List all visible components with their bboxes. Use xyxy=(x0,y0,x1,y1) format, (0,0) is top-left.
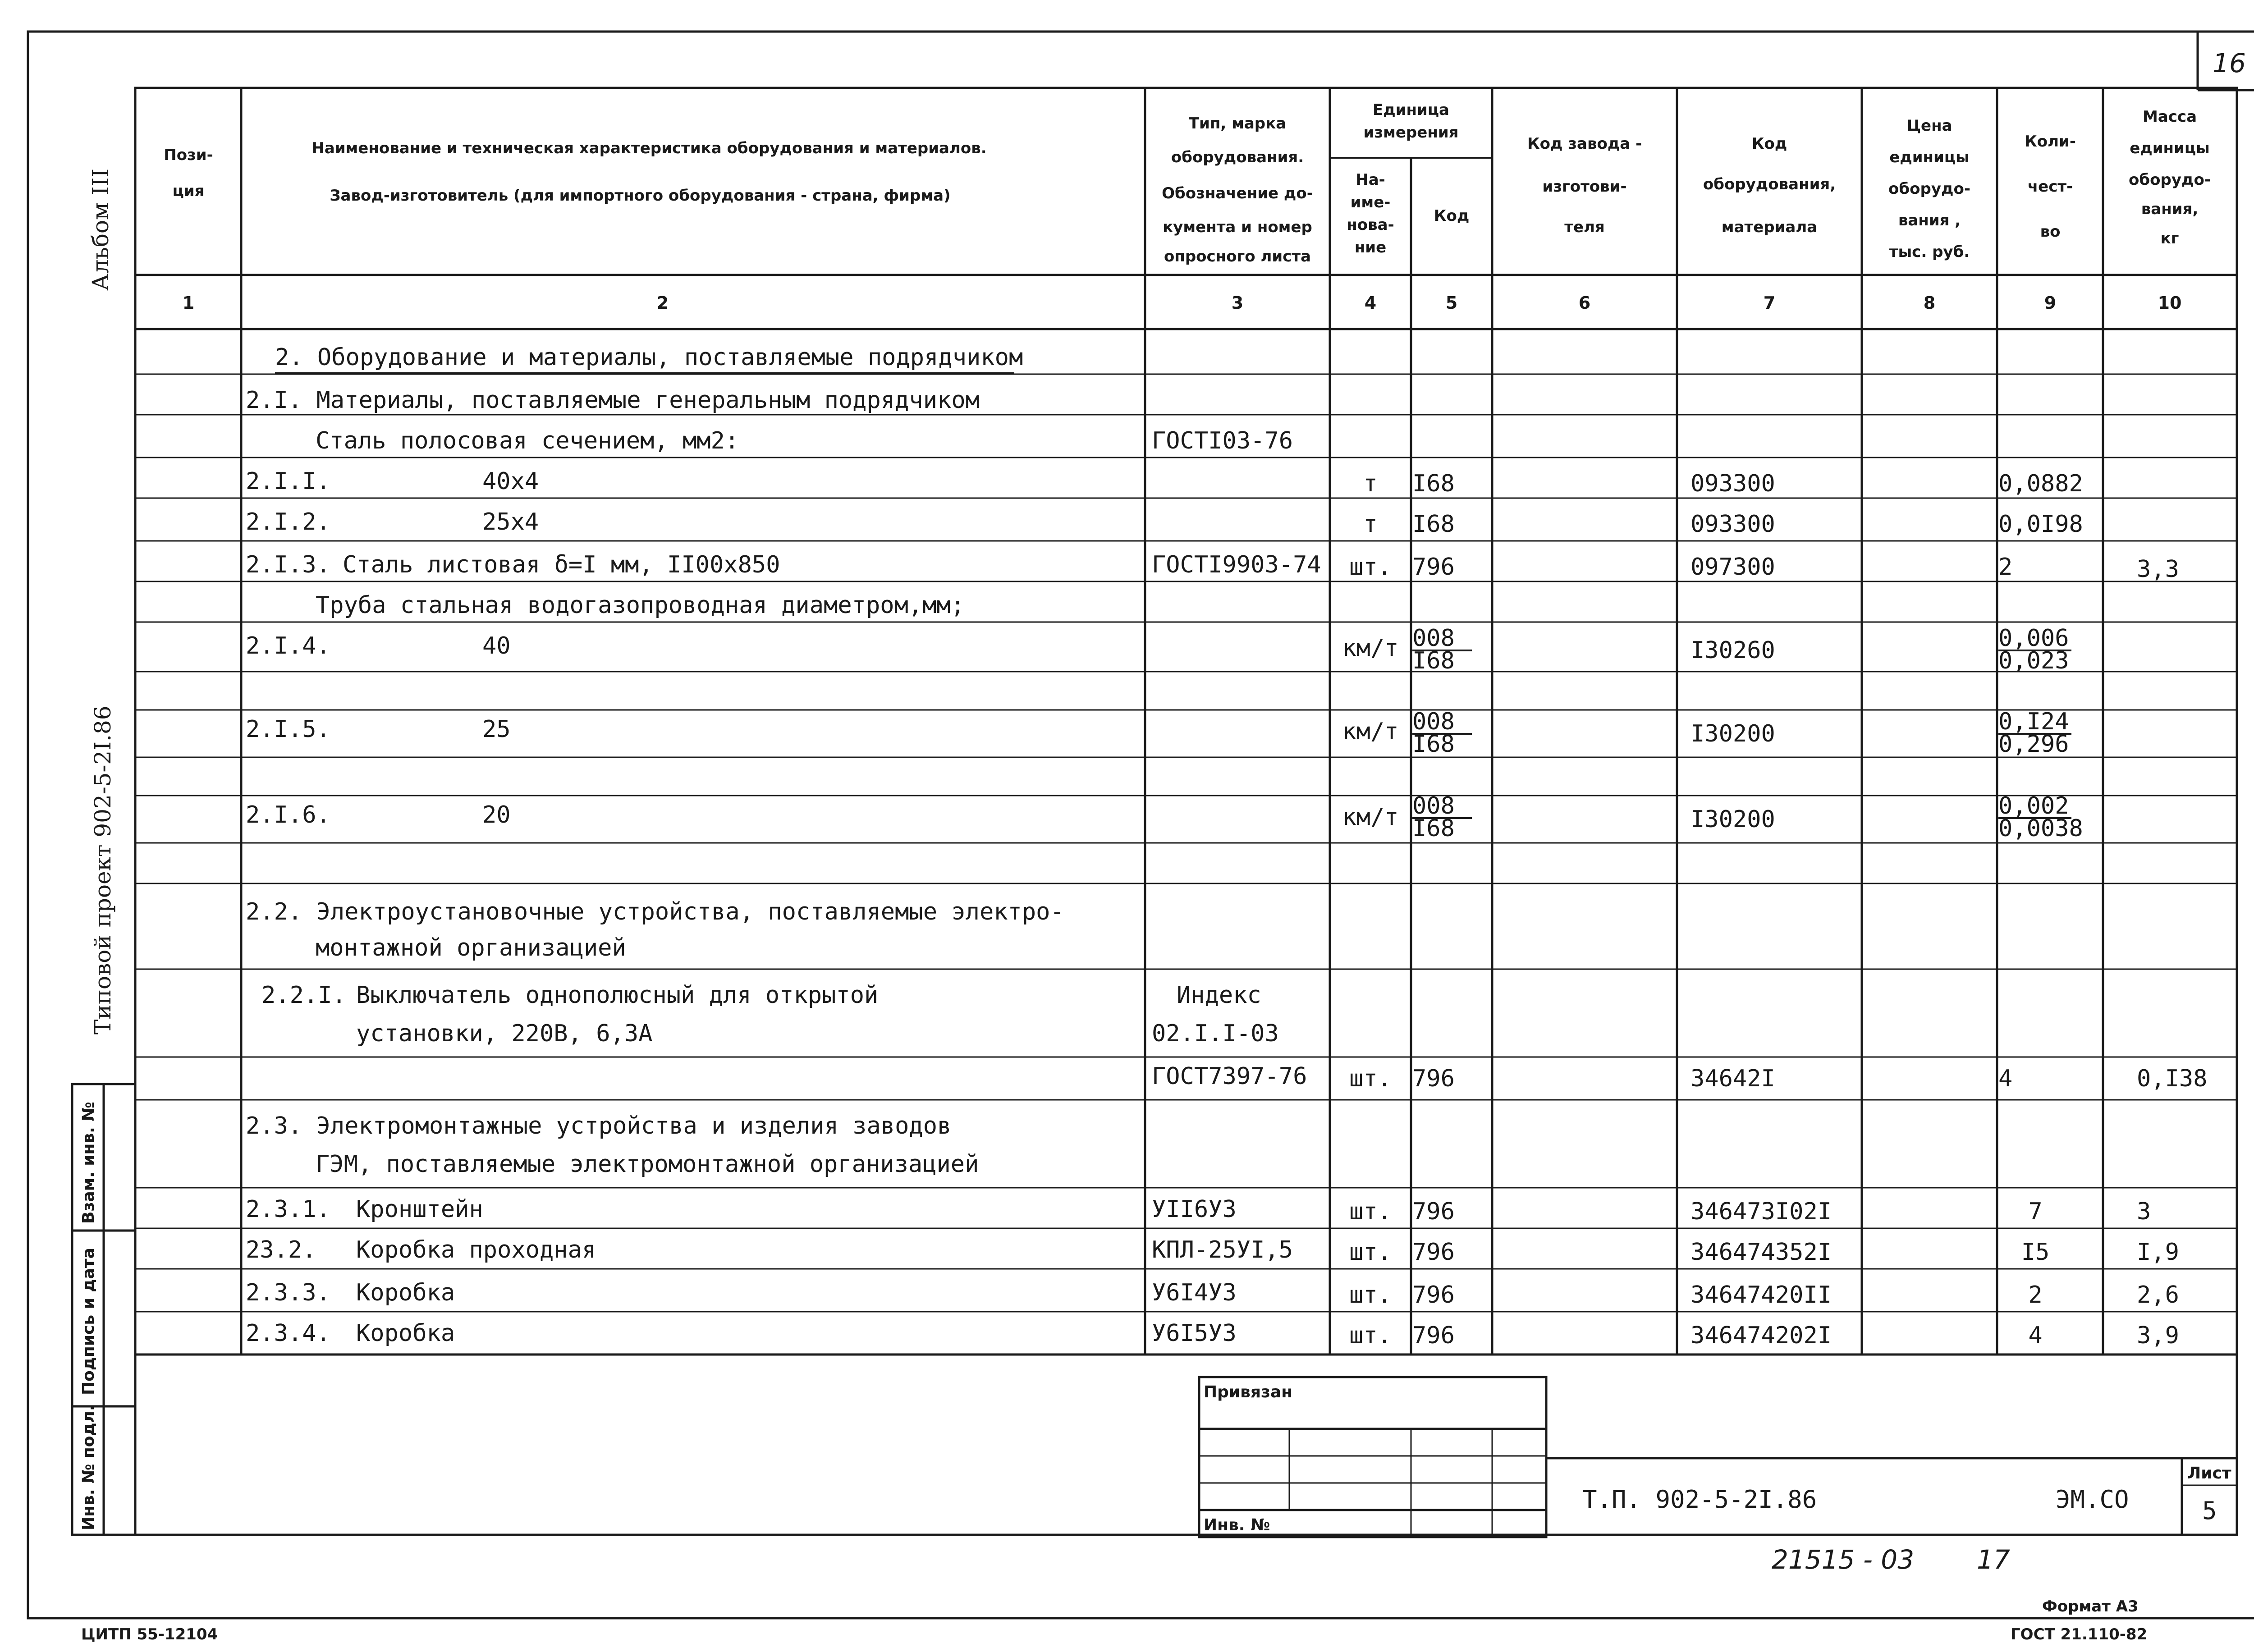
col-number: 9 xyxy=(2044,293,2057,313)
item-name: Коробка xyxy=(356,1279,455,1306)
hdr-qty-1: Коли- xyxy=(2025,133,2076,151)
col-number: 6 xyxy=(1578,293,1591,313)
item-position: 2.I.5. xyxy=(246,716,330,743)
designation: Т.П. 902-5-2I.86 xyxy=(1582,1485,1817,1514)
hdr-qty-3: во xyxy=(2040,223,2061,241)
item-qty: 4 xyxy=(1998,1065,2013,1092)
item-mass: 3 xyxy=(2137,1198,2151,1225)
item-unit-code-top: 008 xyxy=(1412,625,1455,652)
item-unit: т xyxy=(1363,470,1378,497)
item-qty: 2 xyxy=(2028,1281,2043,1309)
hdr-type-2: оборудования. xyxy=(1171,148,1304,166)
item-unit-code-bottom: I68 xyxy=(1412,815,1455,842)
item-equip-code: 34642I xyxy=(1690,1065,1775,1092)
item-name: Кронштейн xyxy=(356,1196,483,1223)
item-type-cont: 02.I.I-03 xyxy=(1152,1020,1279,1047)
item-position: 2.I.4. xyxy=(246,632,330,659)
hdr-price-5: тыс. руб. xyxy=(1889,243,1970,261)
item-equip-code: 093300 xyxy=(1690,470,1775,497)
stamp-signature-date: Подпись и дата xyxy=(79,1248,98,1395)
hdr-name-2: Завод-изготовитель (для импортного оборудования - страна, фирма) xyxy=(330,187,951,205)
item-equip-code: 346474202I xyxy=(1690,1322,1832,1349)
hdr-mass-3: оборудо- xyxy=(2129,171,2211,189)
handwritten-number: 21515 - 03 xyxy=(1772,1544,1915,1575)
inner-frame xyxy=(135,88,2237,1535)
bound-label: Привязан xyxy=(1204,1383,1293,1401)
item-qty-top: 0,006 xyxy=(1998,625,2069,652)
hdr-unit-name-2: име- xyxy=(1350,193,1391,211)
sheet-corner-number: 16 xyxy=(2213,48,2246,78)
item-equip-code: I30260 xyxy=(1690,637,1775,664)
item-mass: I,9 xyxy=(2137,1239,2179,1266)
item-equip-code: 097300 xyxy=(1690,554,1775,581)
col-number: 7 xyxy=(1763,293,1776,313)
hdr-mass-5: кг xyxy=(2160,229,2179,247)
item-unit-code-bottom: I68 xyxy=(1412,731,1455,758)
item-type: Индекс xyxy=(1177,982,1261,1009)
item-name: 40x4 xyxy=(482,468,539,495)
item-name: Коробка xyxy=(356,1320,455,1347)
col-number: 4 xyxy=(1364,293,1377,313)
item-position: 2.I.I. xyxy=(246,468,330,495)
subsection-title-cont: ГЭМ, поставляемые электромонтажной организацией xyxy=(316,1151,979,1178)
item-name: 25 xyxy=(482,716,511,743)
item-unit: шт. xyxy=(1349,1065,1392,1092)
item-name-cont: установки, 220В, 6,3А xyxy=(356,1020,653,1047)
item-equip-code: I30200 xyxy=(1690,720,1775,747)
item-qty-top: 0,I24 xyxy=(1998,708,2069,735)
item-name: 25x4 xyxy=(482,508,539,535)
subsection-title-cont: монтажной организацией xyxy=(316,934,626,961)
item-mass: 2,6 xyxy=(2137,1281,2179,1309)
item-position: 2.3.3. xyxy=(246,1279,330,1306)
item-unit-code: 796 xyxy=(1412,1065,1455,1092)
item-unit: км/т xyxy=(1342,804,1399,831)
item-unit-code-bottom: I68 xyxy=(1412,647,1455,674)
item-type: ГОСТ7397-76 xyxy=(1152,1063,1307,1090)
item-unit: шт. xyxy=(1349,554,1392,581)
item-equip-code: 346473I02I xyxy=(1690,1198,1832,1225)
hdr-price-4: вания , xyxy=(1898,211,1961,229)
item-name: Выключатель однополюсный для открытой xyxy=(356,982,879,1009)
stamp-replacement-inv: Взам. инв. № xyxy=(79,1102,98,1224)
item-type: У6I5У3 xyxy=(1152,1320,1237,1347)
item-unit-code: 796 xyxy=(1412,1198,1455,1225)
item-type: КПЛ-25УI,5 xyxy=(1152,1236,1293,1263)
hdr-unit-2: измерения xyxy=(1363,124,1459,142)
item-position: 2.2.I. xyxy=(261,982,346,1009)
item-name: Коробка проходная xyxy=(356,1236,596,1263)
item-mass: 0,I38 xyxy=(2137,1065,2208,1092)
item-position: 2.3.1. xyxy=(246,1196,330,1223)
format-label: Формат А3 xyxy=(2042,1597,2139,1615)
hdr-unit-name-4: ние xyxy=(1354,238,1387,256)
item-type: УII6У3 xyxy=(1152,1196,1237,1223)
item-equip-code: 34647420II xyxy=(1690,1281,1832,1309)
col-number: 2 xyxy=(656,293,669,313)
col-number: 3 xyxy=(1231,293,1244,313)
item-position: 2.I.3. xyxy=(246,551,330,578)
handwritten-page: 17 xyxy=(1977,1544,2010,1575)
hdr-mass-4: вания, xyxy=(2141,200,2199,218)
item-unit-code: 796 xyxy=(1412,1322,1455,1349)
item-unit-code: 796 xyxy=(1412,1281,1455,1309)
subsection-title: 2.I. Материалы, поставляемые генеральным подрядчиком xyxy=(246,387,980,414)
hdr-price-1: Цена xyxy=(1906,117,1952,135)
hdr-type-5: опросного листа xyxy=(1164,247,1311,265)
item-type: ГОСТI03-76 xyxy=(1152,427,1293,454)
item-unit: км/т xyxy=(1342,635,1399,662)
item-position: 2.I.2. xyxy=(246,508,330,535)
subsection-title: 2.2. Электроустановочные устройства, поставляемые электро- xyxy=(246,898,1064,925)
item-unit: км/т xyxy=(1342,718,1399,745)
hdr-qty-2: чест- xyxy=(2027,178,2073,196)
col-number: 10 xyxy=(2158,293,2182,313)
hdr-type-4: кумента и номер xyxy=(1163,218,1312,236)
hdr-price-2: единицы xyxy=(1889,148,1970,166)
item-qty: 7 xyxy=(2028,1198,2043,1225)
col-number: 5 xyxy=(1445,293,1458,313)
hdr-plant-code-3: теля xyxy=(1564,218,1605,236)
item-equip-code: 093300 xyxy=(1690,511,1775,538)
item-name: 20 xyxy=(482,801,511,828)
doc-code: ЭМ.СО xyxy=(2056,1485,2129,1514)
item-type: У6I4У3 xyxy=(1152,1279,1237,1306)
project-label: Типовой проект 902-5-2I.86 xyxy=(90,705,116,1034)
item-position: 2.3.4. xyxy=(246,1320,330,1347)
hdr-unit-1: Единица xyxy=(1373,101,1449,119)
hdr-position-2: ция xyxy=(172,182,205,200)
hdr-equip-code-1: Код xyxy=(1751,135,1787,153)
album-label: Альбом III xyxy=(87,168,114,291)
item-unit-code: 796 xyxy=(1412,1239,1455,1266)
section-title: 2. Оборудование и материалы, поставляемые подрядчиком xyxy=(275,344,1023,371)
item-qty: 0,0I98 xyxy=(1998,511,2083,538)
item-name: 40 xyxy=(482,632,511,659)
item-unit-code: 796 xyxy=(1412,554,1455,581)
inv-no-label: Инв. № xyxy=(1204,1516,1270,1534)
item-unit-code: I68 xyxy=(1412,511,1455,538)
item-unit: шт. xyxy=(1349,1198,1392,1225)
item-mass: 3,3 xyxy=(2137,556,2179,583)
item-qty-bottom: 0,023 xyxy=(1998,647,2069,674)
item-qty-bottom: 0,296 xyxy=(1998,731,2069,758)
outer-border xyxy=(28,32,2254,1618)
item-type: ГОСТI9903-74 xyxy=(1152,551,1321,578)
right-footer-code: ГОСТ 21.110-82 xyxy=(2011,1625,2148,1643)
item-unit: шт. xyxy=(1349,1322,1392,1349)
item-position: 23.2. xyxy=(246,1236,316,1263)
hdr-type-1: Тип, марка xyxy=(1188,114,1287,133)
item-unit-code-top: 008 xyxy=(1412,792,1455,819)
item-name: Сталь полосовая сечением, мм2: xyxy=(316,427,739,454)
item-qty: 2 xyxy=(1998,554,2013,581)
col-number: 1 xyxy=(182,293,195,313)
item-equip-code: I30200 xyxy=(1690,806,1775,833)
hdr-type-3: Обозначение до- xyxy=(1162,184,1313,202)
item-qty: 0,0882 xyxy=(1998,470,2083,497)
item-qty-bottom: 0,0038 xyxy=(1998,815,2083,842)
item-qty: I5 xyxy=(2021,1239,2050,1266)
item-unit-code-top: 008 xyxy=(1412,708,1455,735)
item-unit: т xyxy=(1363,511,1378,538)
hdr-plant-code-1: Код завода - xyxy=(1527,135,1642,153)
hdr-name-1: Наименование и техническая характеристика оборудования и материалов. xyxy=(312,139,987,157)
hdr-equip-code-2: оборудования, xyxy=(1703,175,1836,193)
left-footer-code: ЦИТП 55-12104 xyxy=(81,1625,218,1643)
hdr-equip-code-3: материала xyxy=(1721,218,1818,236)
hdr-plant-code-2: изготови- xyxy=(1542,178,1627,196)
item-unit: шт. xyxy=(1349,1239,1392,1266)
item-position: 2.I.6. xyxy=(246,801,330,828)
sheet-label: Лист xyxy=(2187,1464,2231,1483)
item-name: Сталь листовая δ=I мм, II00x850 xyxy=(343,551,780,578)
item-unit-code: I68 xyxy=(1412,470,1455,497)
hdr-unit-code: Код xyxy=(1434,207,1470,225)
hdr-unit-name-1: На- xyxy=(1356,171,1385,189)
hdr-mass-1: Масса xyxy=(2142,108,2197,126)
item-mass: 3,9 xyxy=(2137,1322,2179,1349)
hdr-position-1: Пози- xyxy=(164,146,213,164)
hdr-mass-2: единицы xyxy=(2130,139,2210,157)
hdr-price-3: оборудо- xyxy=(1888,180,1970,198)
hdr-unit-name-3: нова- xyxy=(1347,216,1394,234)
item-equip-code: 346474352I xyxy=(1690,1239,1832,1266)
subsection-title: 2.3. Электромонтажные устройства и изделия заводов xyxy=(246,1112,952,1139)
item-qty-top: 0,002 xyxy=(1998,792,2069,819)
stamp-original-inv: Инв. № подл. xyxy=(79,1405,98,1530)
item-unit: шт. xyxy=(1349,1281,1392,1309)
item-name: Труба стальная водогазопроводная диаметром,мм; xyxy=(316,592,965,619)
col-number: 8 xyxy=(1923,293,1936,313)
item-qty: 4 xyxy=(2028,1322,2043,1349)
sheet-number: 5 xyxy=(2202,1496,2217,1525)
